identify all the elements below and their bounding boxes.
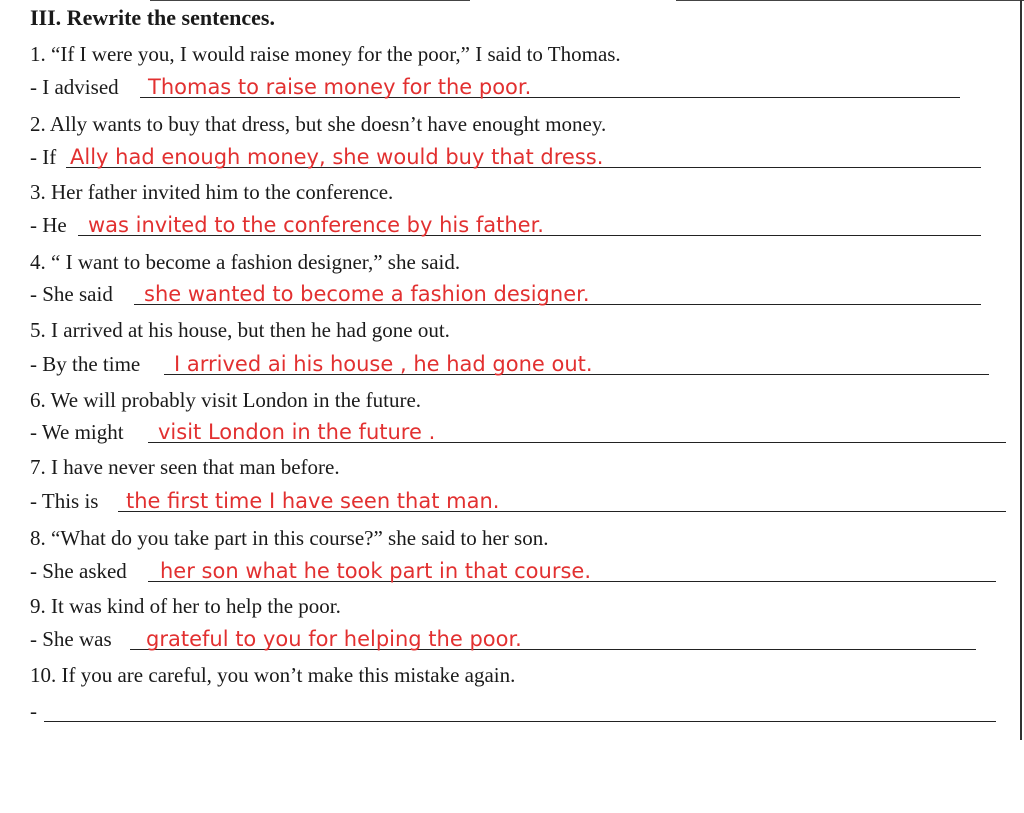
- question-10: 10. If you are careful, you won’t make this mistake again.: [30, 663, 516, 687]
- top-rule-right: [676, 0, 1024, 1]
- answer-text-9: grateful to you for helping the poor.: [146, 627, 522, 651]
- answer-prefix-4: - She said: [30, 282, 113, 306]
- answer-line-8: [30, 554, 1000, 588]
- answer-text-6: visit London in the future .: [158, 420, 436, 444]
- answer-line-9: [30, 622, 980, 656]
- answer-prefix-10: -: [30, 699, 37, 723]
- question-8: 8. “What do you take part in this course?” she said to her son.: [30, 526, 549, 550]
- answer-text-7: the first time I have seen that man.: [126, 489, 500, 513]
- answer-prefix-1: - I advised: [30, 75, 119, 99]
- answer-text-1: Thomas to raise money for the poor.: [148, 75, 532, 99]
- answer-prefix-5: - By the time: [30, 352, 141, 376]
- answer-prefix-7: - This is: [30, 489, 99, 513]
- answer-line-5: [30, 347, 993, 381]
- answer-line-2: [30, 140, 985, 174]
- question-2: 2. Ally wants to buy that dress, but she doesn’t have enought money.: [30, 112, 607, 136]
- answer-prefix-8: - She asked: [30, 559, 127, 583]
- page-border: [1020, 0, 1022, 740]
- blank-line-10: [44, 721, 996, 722]
- answer-prefix-3: - He: [30, 213, 67, 237]
- top-rule-left: [150, 0, 470, 1]
- question-3: 3. Her father invited him to the conference.: [30, 180, 394, 204]
- answer-line-10: [30, 694, 1000, 728]
- section-heading: III. Rewrite the sentences.: [30, 5, 275, 30]
- answer-line-1: [30, 70, 965, 104]
- answer-prefix-6: - We might: [30, 420, 124, 444]
- question-4: 4. “ I want to become a fashion designer,” she said.: [30, 250, 461, 274]
- answer-prefix-9: - She was: [30, 627, 112, 651]
- question-9: 9. It was kind of her to help the poor.: [30, 594, 341, 618]
- answer-text-5: I arrived ai his house , he had gone out.: [174, 352, 593, 376]
- answer-text-8: her son what he took part in that course.: [160, 559, 592, 583]
- answer-text-2: Ally had enough money, she would buy that dress.: [70, 145, 604, 169]
- question-6: 6. We will probably visit London in the future.: [30, 388, 422, 412]
- answer-line-7: [30, 484, 1010, 518]
- question-1: 1. “If I were you, I would raise money for the poor,” I said to Thomas.: [30, 42, 621, 66]
- answer-line-6: [30, 415, 1010, 449]
- question-7: 7. I have never seen that man before.: [30, 455, 340, 479]
- answer-line-4: [30, 277, 985, 311]
- question-5: 5. I arrived at his house, but then he had gone out.: [30, 318, 450, 342]
- answer-prefix-2: - If: [30, 145, 57, 169]
- answer-line-3: [30, 208, 985, 242]
- answer-text-3: was invited to the conference by his father.: [88, 213, 544, 237]
- answer-text-4: she wanted to become a fashion designer.: [144, 282, 590, 306]
